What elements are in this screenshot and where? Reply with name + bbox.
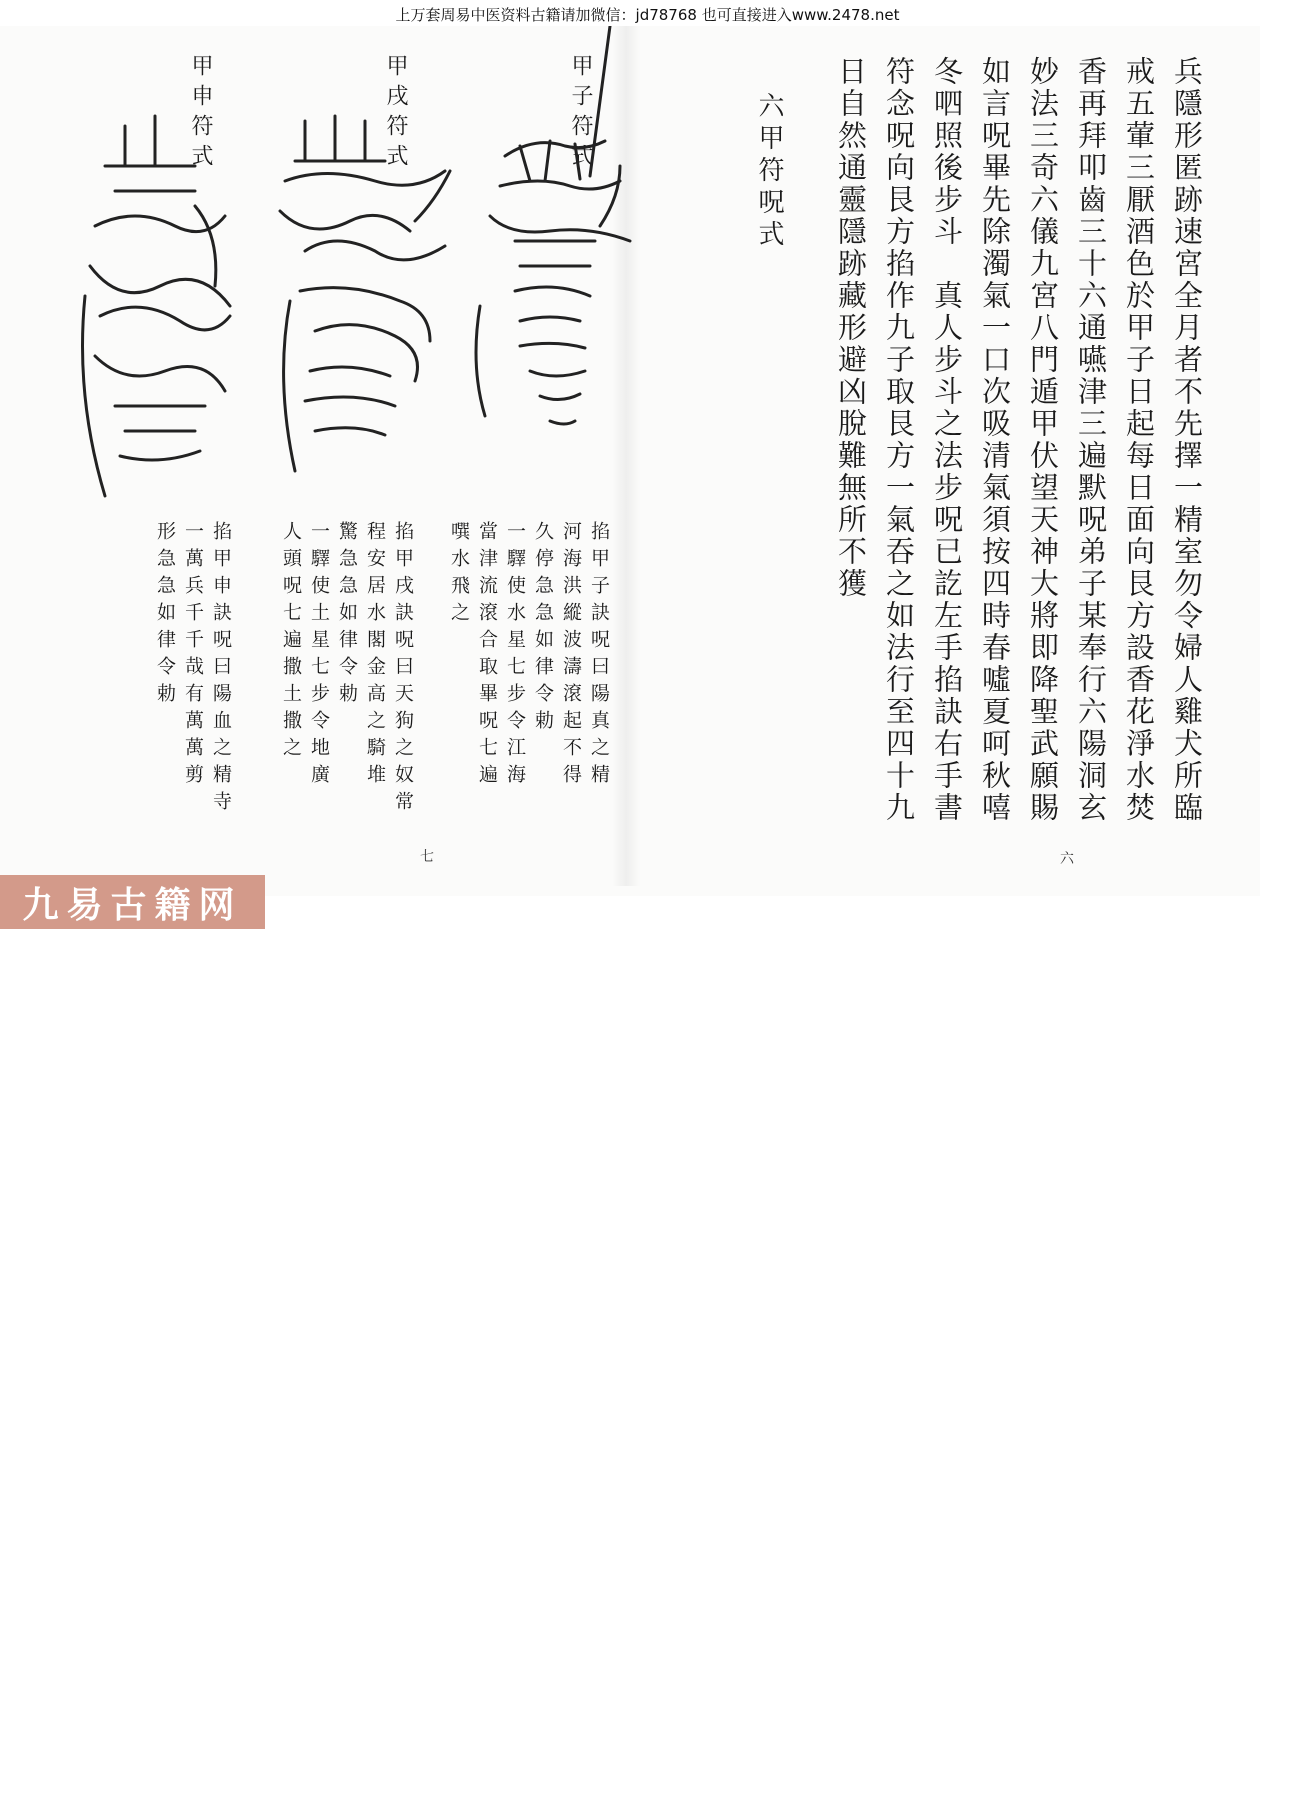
site-watermark: 九易古籍网	[0, 875, 265, 929]
incantation-line: 當津流滾合取畢呪七遍	[476, 521, 498, 791]
text-column: 兵隱形匿跡速宮全月者不先擇一精室勿令婦人雞犬所臨	[1170, 56, 1204, 824]
text-column: 日自然通靈隱跡藏形避凶脫難無所不獲	[834, 56, 868, 600]
page-number-right: 六	[1060, 851, 1074, 867]
text-column: 妙法三奇六儀九宮八門遁甲伏望天神大將即降聖武願賜	[1026, 56, 1060, 824]
section-title: 六甲符呪式	[754, 92, 784, 252]
incantation-line: 久停急急如律令勅	[532, 521, 554, 737]
talisman-jiazi-figure	[460, 26, 635, 496]
page-number-left: 七	[420, 849, 434, 865]
incantation-line: 河海洪縱波濤滾起不得	[560, 521, 582, 791]
right-page	[640, 26, 1260, 876]
header-banner: 上万套周易中医资料古籍请加微信：jd78768 也可直接进入www.2478.net	[395, 6, 900, 24]
incantation-line: 掐甲申訣呪曰陽血之精寺	[210, 521, 232, 818]
text-column: 戒五葷三厭酒色於甲子日起每日面向艮方設香花淨水焚	[1122, 56, 1156, 824]
text-column: 如言呪畢先除濁氣一口次吸清氣須按四時春噓夏呵秋嘻	[978, 56, 1012, 824]
left-page	[60, 26, 630, 876]
incantation-line: 掐甲子訣呪曰陽真之精	[588, 521, 610, 791]
incantation-line: 驚急急如律令勅	[336, 521, 358, 710]
talisman-title-jiazi: 甲子符式	[568, 54, 593, 174]
incantation-line: 一萬兵千千哉有萬萬剪	[182, 521, 204, 791]
talisman-jiashen-figure	[75, 96, 245, 516]
text-column: 香再拜叩齒三十六通嚥津三遍默呪弟子某奉行六陽洞玄	[1074, 56, 1108, 824]
text-column: 冬呬照後步斗 真人步斗之法步呪已訖左手掐訣右手書	[930, 56, 964, 824]
talisman-title-jiashen: 甲申符式	[188, 54, 213, 174]
incantation-line: 程安居水閣金高之騎堆	[364, 521, 386, 791]
talisman-jiaxu-figure	[265, 101, 455, 491]
incantation-line: 一驛使土星七步令地廣	[308, 521, 330, 791]
incantation-line: 噀水飛之	[448, 521, 470, 629]
incantation-line: 形急急如律令勅	[154, 521, 176, 710]
incantation-line: 人頭呪七遍撒土撒之	[280, 521, 302, 764]
incantation-line: 一驛使水星七步令江海	[504, 521, 526, 791]
incantation-line: 掐甲戌訣呪曰天狗之奴常	[392, 521, 414, 818]
talisman-title-jiaxu: 甲戌符式	[383, 54, 408, 174]
text-column: 符念呪向艮方掐作九子取艮方一氣吞之如法行至四十九	[882, 56, 916, 824]
